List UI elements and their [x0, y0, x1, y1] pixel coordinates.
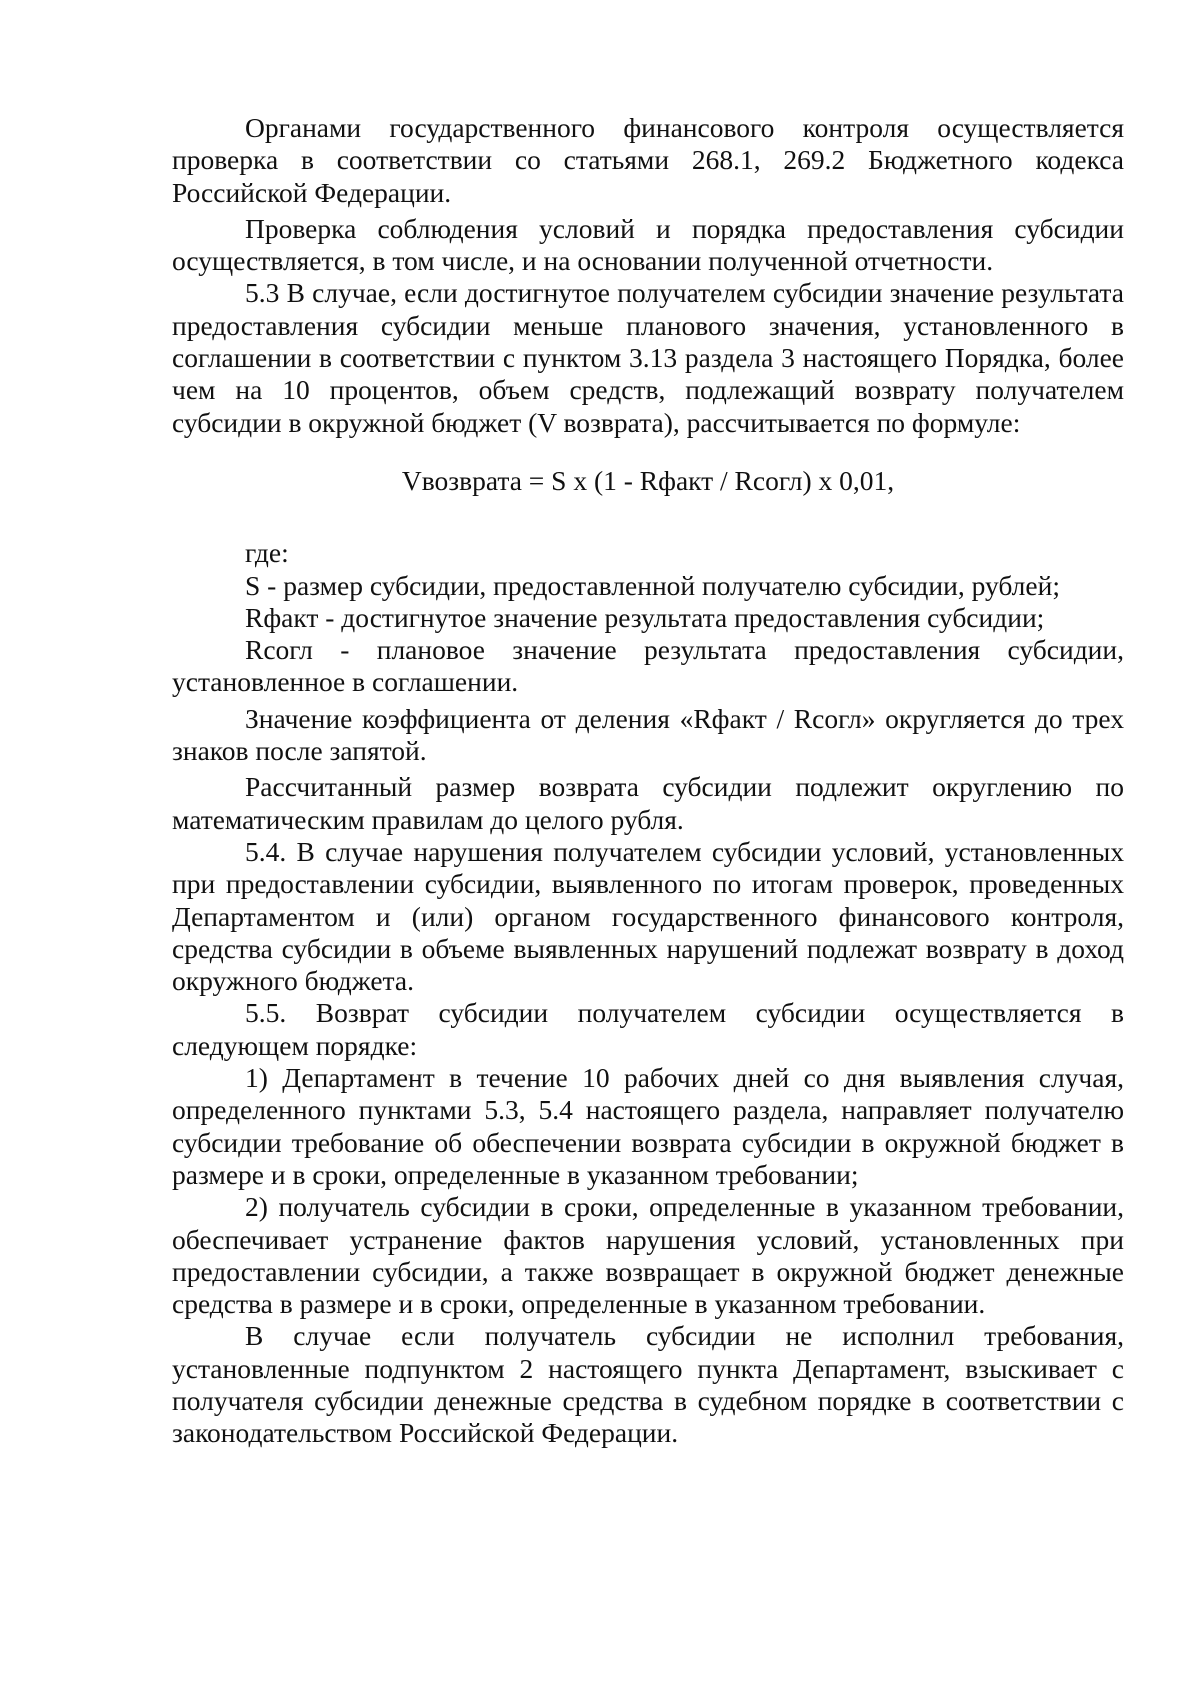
refund-formula: Vвозврата = S x (1 - Rфакт / Rсогл) x 0,01, [401, 464, 895, 496]
paragraph-coefficient-rounding: Значение коэффициента от деления «Rфакт / Rсогл» округляется до трех знаков после запятой. [172, 702, 1124, 767]
paragraph-court-recovery: В случае если получатель субсидии не исполнил требования, установленные подпунктом 2 настоящего пункта Департамент, взыскивает с получателя субсидии денежные средства в судебном порядке в соответствии с законодательством Российской Федерации. [172, 1320, 1124, 1449]
paragraph-5-3: 5.3 В случае, если достигнутое получателем субсидии значение результата предоставления субсидии меньше планового значения, установленного в соглашении в соответствии с пунктом 3.13 раздела 3 настоящего Порядка, более чем на 10 процентов, объем средств, подлежащий возврату получателем субсидии в окружной бюджет (V возврата), рассчитывается по формуле: [172, 277, 1124, 438]
definition-rfact: Rфакт - достигнутое значение результата предоставления субсидии; [245, 601, 1045, 633]
definition-rsogl: Rсогл - плановое значение результата предоставления субсидии, установленное в соглашении. [172, 634, 1124, 698]
document-page [172, 112, 1124, 1450]
definition-s: S - размер субсидии, предоставленной получателю субсидии, рублей; [245, 569, 1060, 601]
paragraph-financial-control: Органами государственного финансового контроля осуществляется проверка в соответствии со статьями 268.1, 269.2 Бюджетного кодекса Российской Федерации. [172, 112, 1124, 208]
list-item-1: 1) Департамент в течение 10 рабочих дней со дня выявления случая, определенного пунктами 5.3, 5.4 настоящего раздела, направляет получателю субсидии требование об обеспечении возврата субсидии в окружной бюджет в размере и в сроки, определенные в указанном требовании; [172, 1062, 1124, 1190]
paragraph-compliance-check: Проверка соблюдения условий и порядка предоставления субсидии осуществляется, в том числе, и на основании полученной отчетности. [172, 212, 1124, 277]
paragraph-5-4: 5.4. В случае нарушения получателем субсидии условий, установленных при предоставлении субсидии, выявленного по итогам проверок, проведенных Департаментом и (или) органом государственного финансового контроля, средства субсидии в объеме выявленных нарушений подлежат возврату в доход окружного бюджета. [172, 835, 1124, 997]
definitions-intro: где: [245, 537, 289, 569]
paragraph-amount-rounding: Рассчитанный размер возврата субсидии подлежит округлению по математическим правилам до целого рубля. [172, 771, 1124, 835]
paragraph-5-5: 5.5. Возврат субсидии получателем субсидии осуществляется в следующем порядке: [172, 997, 1124, 1061]
list-item-2: 2) получатель субсидии в сроки, определенные в указанном требовании, обеспечивает устранение фактов нарушения условий, установленных при предоставлении субсидии, а также возвращает в окружной бюджет денежные средства в размере и в сроки, определенные в указанном требовании. [172, 1191, 1124, 1320]
